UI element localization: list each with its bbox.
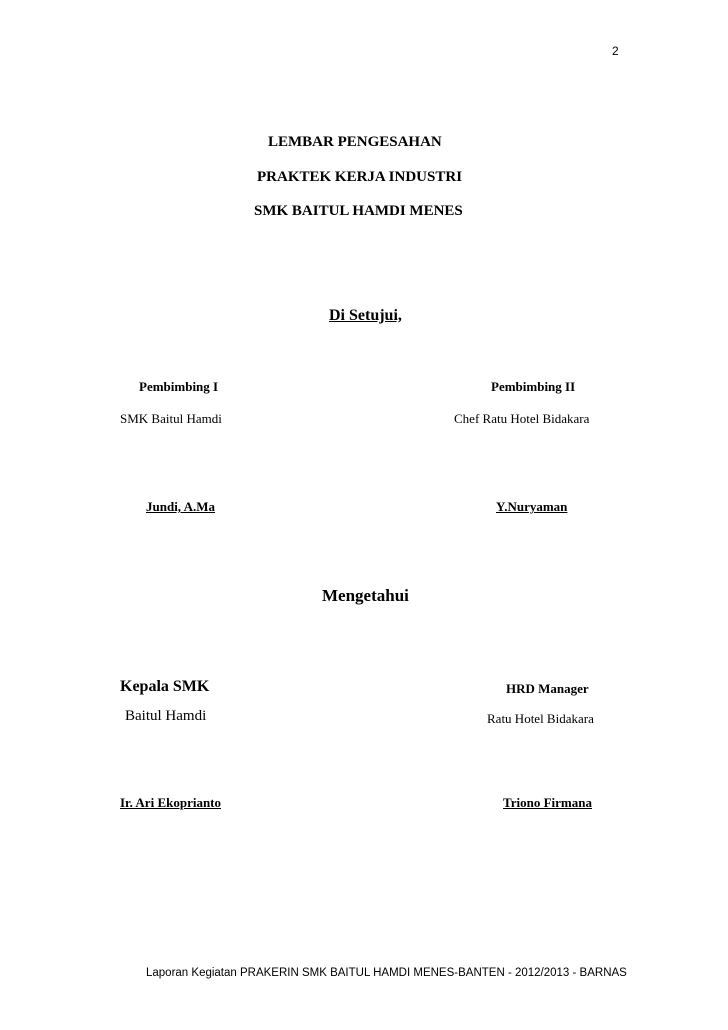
page-footer: Laporan Kegiatan PRAKERIN SMK BAITUL HAMDI MENES-BANTEN - 2012/2013 - BARNAS [146,967,627,979]
supervisor-1-name: Jundi, A.Ma [146,499,215,514]
title-school-name: SMK BAITUL HAMDI MENES [254,203,463,219]
title-praktek-kerja-industri: PRAKTEK KERJA INDUSTRI [257,169,463,185]
acknowledged-heading: Mengetahui [322,586,409,605]
page-number: 2 [612,44,619,58]
official-2-role: HRD Manager [506,681,589,696]
title-lembar-pengesahan: LEMBAR PENGESAHAN [268,134,442,150]
supervisor-2-org: Chef Ratu Hotel Bidakara [454,411,590,426]
official-1-role: Kepala SMK [120,678,210,695]
official-1-org: Baitul Hamdi [125,708,207,724]
supervisor-1-role: Pembimbing I [139,379,219,394]
official-2-org: Ratu Hotel Bidakara [487,711,594,726]
supervisor-1-org: SMK Baitul Hamdi [120,411,222,426]
supervisor-2-name: Y.Nuryaman [496,499,568,514]
approved-heading: Di Setujui, [329,307,402,324]
supervisor-2-role: Pembimbing II [491,379,576,394]
official-1-name: Ir. Ari Ekoprianto [120,795,222,810]
official-2-name: Triono Firmana [503,795,592,810]
